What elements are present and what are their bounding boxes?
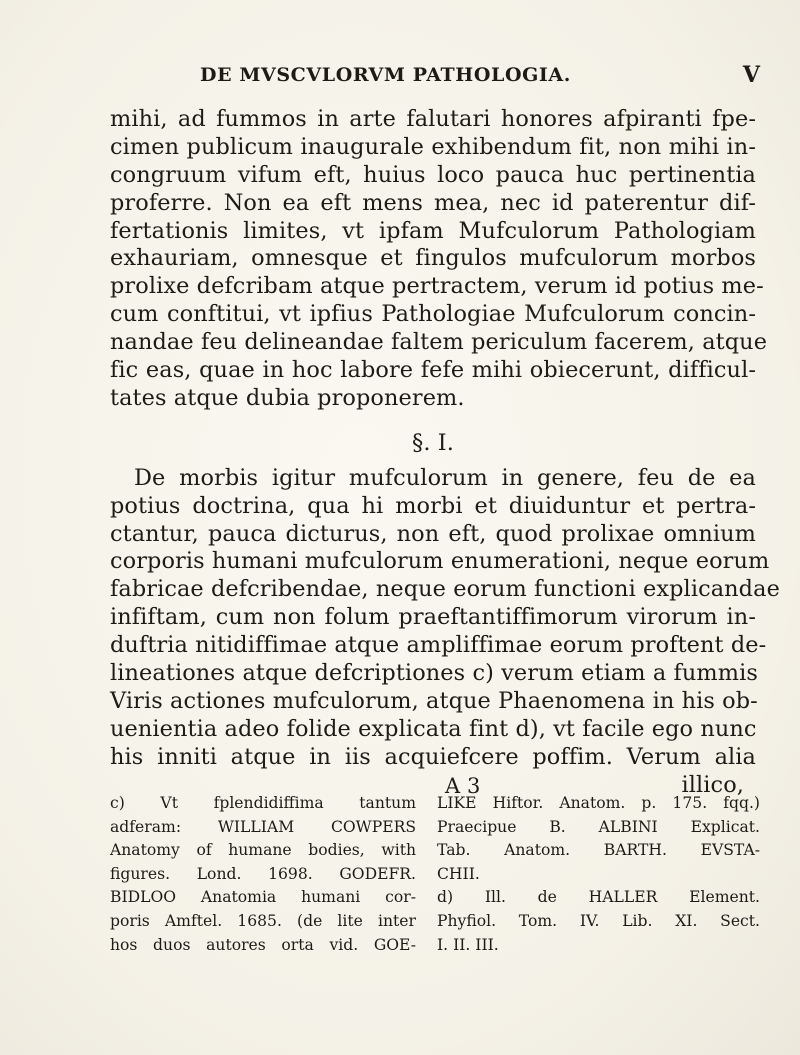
text-line: De morbis igitur mufculorum in genere, feu de ea (134, 464, 756, 491)
text-line: infiftam, cum non folum praeftantiffimorum virorum in- (110, 604, 756, 631)
text-line: nandae feu delineandae faltem periculum facerem, atque (110, 329, 768, 356)
footnote-line: Tab. Anatom. BARTH. EVSTA- (437, 841, 760, 860)
text-line: fic eas, quae in hoc labore fefe mihi obiecerunt, difficul- (110, 357, 756, 384)
text-line: cum conftitui, vt ipfius Pathologiae Mufculorum concin- (110, 301, 756, 328)
footnote-line: hos duos autores orta vid. GOE- (110, 935, 416, 954)
running-head: DE MVSCVLORVM PATHOLOGIA. (200, 64, 571, 86)
text-line: tates atque dubia proponerem. (110, 384, 465, 411)
footnote-line: figures. Lond. 1698. GODEFR. (110, 864, 416, 883)
text-line: ctantur, pauca dicturus, non eft, quod prolixae omnium (110, 520, 756, 547)
text-line: duftria nitidiffimae atque ampliffimae eorum proftent de- (110, 632, 767, 659)
footnote-line: poris Amftel. 1685. (de lite inter (110, 911, 416, 930)
footnote-line: c) Vt fplendidiffima tantum (110, 794, 416, 812)
text-line: cimen publicum inaugurale exhibendum fit, non mihi in- (110, 133, 756, 160)
text-line: fertationis limites, vt ipfam Mufculorum Pathologiam (110, 217, 756, 244)
text-line: lineationes atque defcriptiones c) verum etiam a fummis (110, 660, 758, 687)
text-line: exhauriam, omnesque et fingulos mufculorum morbos (110, 245, 756, 272)
text-line: potius doctrina, qua hi morbi et diuiduntur et pertra- (110, 492, 756, 519)
signature-mark: A 3 (445, 773, 481, 798)
footnote-line: LIKE Hiftor. Anatom. p. 175. fqq.) (437, 794, 760, 812)
text-line: prolixe defcribam atque pertractem, verum id potius me- (110, 273, 764, 300)
footnote-line: d) Ill. de HALLER Element. (437, 888, 760, 907)
main-text (110, 106, 780, 799)
footnote-column-left (110, 792, 416, 957)
footnote-line: Praecipue B. ALBINI Explicat. (437, 817, 760, 836)
footnote-line: Phyfiol. Tom. IV. Lib. XI. Sect. (437, 911, 760, 930)
footnote-line: BIDLOO Anatomia humani cor- (110, 888, 416, 907)
catchword: illico, (681, 771, 744, 798)
text-line: fabricae defcribendae, neque eorum functioni explicandae (110, 576, 780, 603)
footnote-line: CHII. (437, 864, 480, 883)
text-line: mihi, ad fummos in arte falutari honores afpiranti fpe- (110, 106, 756, 132)
text-line: Viris actiones mufculorum, atque Phaenomena in his ob- (110, 687, 758, 714)
footnote-line: I. II. III. (437, 935, 499, 954)
footnote-line: Anatomy of humane bodies, with (110, 841, 416, 860)
page-number: V (742, 62, 760, 88)
footnote-line: adferam: WILLIAM COWPERS (110, 817, 416, 836)
section-heading: §. I. (412, 429, 454, 456)
footnote-column-right (437, 792, 760, 957)
text-line: proferre. Non ea eft mens mea, nec id paterentur dif- (110, 189, 756, 216)
text-line: uenientia adeo folide explicata fint d), vt facile ego nunc (110, 715, 757, 742)
text-line: congruum vifum eft, huius loco pauca huc pertinentia (110, 161, 756, 188)
page-header (200, 64, 760, 94)
text-line: corporis humani mufculorum enumerationi, neque eorum (110, 548, 770, 575)
text-line: his inniti atque in iis acquiefcere poffim. Verum alia (110, 743, 756, 770)
